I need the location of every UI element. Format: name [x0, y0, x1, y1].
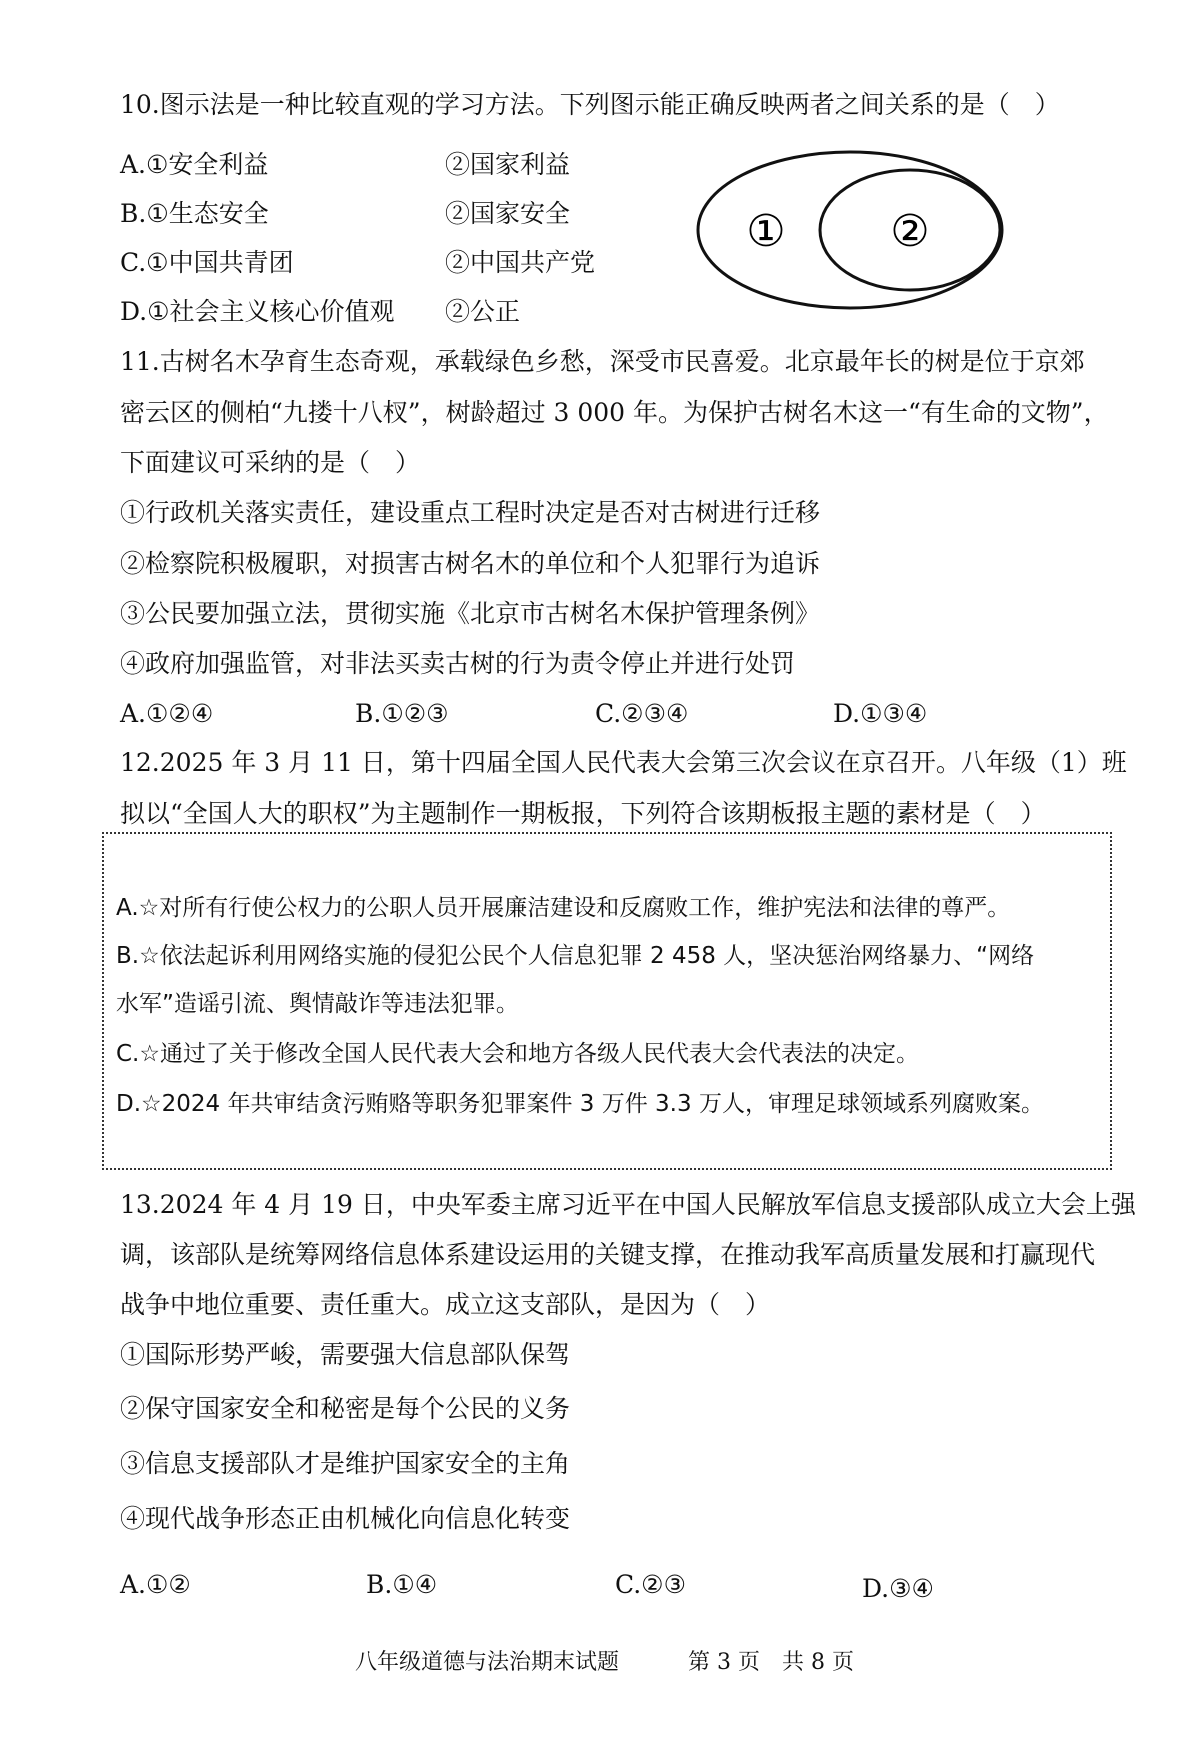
q10-option-c-1: C.①中国共青团 [120, 248, 294, 277]
q10-option-a-2: ②国家利益 [445, 150, 571, 179]
q11-choice-c: C.②③④ [595, 699, 689, 728]
q13-stem-line-2: 调，该部队是统筹网络信息体系建设运用的关键支撑，在推动我军高质量发展和打赢现代 [120, 1240, 1096, 1269]
footer-page-number: 第 3 页 共 8 页 [688, 1650, 854, 1675]
q12-stem-line-2: 拟以“全国人大的职权”为主题制作一期板报，下列符合该期板报主题的素材是（ ） [120, 799, 1046, 828]
q10-option-d-2: ②公正 [445, 297, 521, 326]
footer-title: 八年级道德与法治期末试题 [355, 1650, 620, 1675]
q12-material-d: D.☆2024 年共审结贪污贿赂等职务犯罪案件 3 万件 3.3 万人，审理足球领域系列腐败案。 [116, 1091, 1044, 1117]
q10-option-a-1: A.①安全利益 [120, 150, 269, 179]
q10-option-d-1: D.①社会主义核心价值观 [120, 297, 395, 326]
q13-choice-b: B.①④ [366, 1570, 438, 1599]
q11-stem-line-1: 11.古树名木孕育生态奇观，承载绿色乡愁，深受市民喜爱。北京最年长的树是位于京郊 [120, 347, 1085, 376]
q13-item-3: ③信息支援部队才是维护国家安全的主角 [120, 1449, 571, 1478]
q12-material-b-line-1: B.☆依法起诉利用网络实施的侵犯公民个人信息犯罪 2 458 人，坚决惩治网络暴力、“网络 [116, 943, 1035, 969]
q11-choice-b: B.①②③ [355, 699, 449, 728]
venn-outer-label: ① [746, 206, 786, 257]
q10-option-c-2: ②中国共产党 [445, 248, 596, 277]
q12-stem-line-1: 12.2025 年 3 月 11 日，第十四届全国人民代表大会第三次会议在京召开。八年级（1）班 [120, 748, 1127, 777]
q13-item-4: ④现代战争形态正由机械化向信息化转变 [120, 1504, 571, 1533]
q10-stem: 10.图示法是一种比较直观的学习方法。下列图示能正确反映两者之间关系的是（ ） [120, 90, 1060, 119]
q11-stem-line-2: 密云区的侧柏“九搂十八杈”，树龄超过 3 000 年。为保护古树名木这一“有生命的文物”， [120, 398, 1109, 427]
q10-venn-diagram [692, 142, 1012, 312]
q11-item-3: ③公民要加强立法，贯彻实施《北京市古树名木保护管理条例》 [120, 599, 821, 628]
q11-item-1: ①行政机关落实责任，建设重点工程时决定是否对古树进行迁移 [120, 498, 821, 527]
q11-choice-d: D.①③④ [833, 699, 928, 728]
q11-choice-a: A.①②④ [120, 699, 214, 728]
q13-choice-d: D.③④ [862, 1574, 934, 1603]
q13-stem-line-1: 13.2024 年 4 月 19 日，中央军委主席习近平在中国人民解放军信息支援部队成立大会上强 [120, 1190, 1136, 1219]
q13-choice-a: A.①② [120, 1570, 191, 1599]
q11-item-2: ②检察院积极履职，对损害古树名木的单位和个人犯罪行为追诉 [120, 549, 821, 578]
q10-option-b-2: ②国家安全 [445, 199, 571, 228]
q13-item-1: ①国际形势严峻，需要强大信息部队保驾 [120, 1340, 571, 1369]
q12-material-c: C.☆通过了关于修改全国人民代表大会和地方各级人民代表大会代表法的决定。 [116, 1041, 919, 1067]
q12-material-b-line-2: 水军”造谣引流、舆情敲诈等违法犯罪。 [116, 991, 519, 1017]
q10-option-b-1: B.①生态安全 [120, 199, 269, 228]
venn-inner-label: ② [890, 206, 930, 257]
q11-item-4: ④政府加强监管，对非法买卖古树的行为责令停止并进行处罚 [120, 649, 796, 678]
q13-choice-c: C.②③ [615, 1570, 687, 1599]
q12-material-a: A.☆对所有行使公权力的公职人员开展廉洁建设和反腐败工作，维护宪法和法律的尊严。 [116, 895, 1011, 921]
q13-stem-line-3: 战争中地位重要、责任重大。成立这支部队，是因为（ ） [120, 1290, 771, 1319]
q13-item-2: ②保守国家安全和秘密是每个公民的义务 [120, 1394, 571, 1423]
q11-stem-line-3: 下面建议可采纳的是（ ） [120, 448, 421, 477]
venn-outer-ellipse [698, 152, 1002, 308]
